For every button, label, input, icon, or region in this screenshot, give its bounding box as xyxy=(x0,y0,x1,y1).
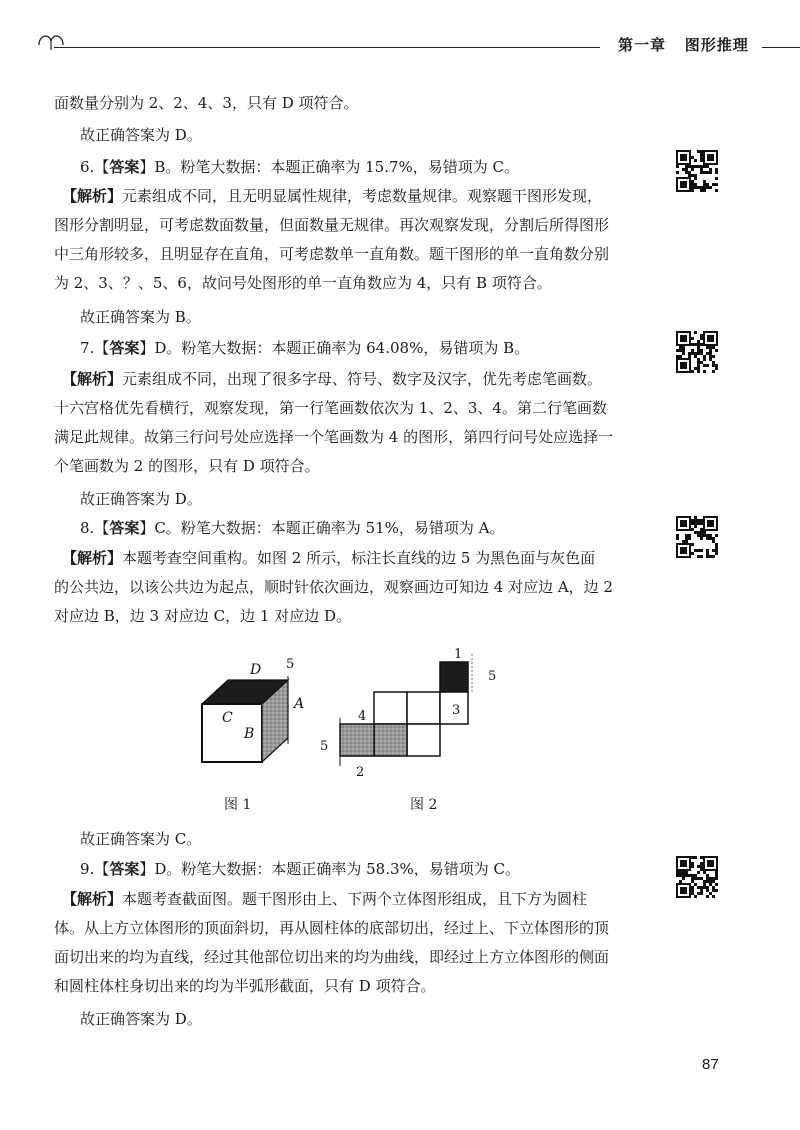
net-square xyxy=(407,724,440,756)
cube-label-5: 5 xyxy=(286,657,295,672)
leaf-ornament-icon xyxy=(36,31,66,51)
cube-label-a: A xyxy=(294,696,305,712)
answer-line: 故正确答案为 D。 xyxy=(80,490,202,508)
q9-analysis-line: 和圆柱体柱身切出来的均为半弧形截面，只有 D 项符合。 xyxy=(54,977,436,995)
net-label-5-top: 5 xyxy=(488,669,497,684)
q8-answer-heading: 8.【答案】C。粉笔大数据：本题正确率为 51%，易错项为 A。 xyxy=(80,519,505,537)
text-line: 面数量分别为 2、2、4、3，只有 D 项符合。 xyxy=(54,94,359,112)
net-square xyxy=(340,724,374,756)
q8-figure xyxy=(190,646,520,816)
net-square-black xyxy=(440,662,468,692)
net-label-2: 2 xyxy=(356,765,365,780)
net-square-gray xyxy=(374,724,407,756)
net-label-5-left: 5 xyxy=(320,739,329,754)
page-header xyxy=(36,26,800,56)
q7-analysis-line: 个笔画数为 2 的图形，只有 D 项符合。 xyxy=(54,457,320,475)
qr-code-icon[interactable] xyxy=(676,150,718,192)
q7-analysis-line: 【解析】元素组成不同，出现了很多字母、符号、数字及汉字，优先考虑笔画数。 xyxy=(62,370,603,388)
answer-line: 故正确答案为 B。 xyxy=(80,308,201,326)
q9-analysis-line: 面切出来的均为直线，经过其他部位切出来的均为曲线，即经过上方立体图形的侧面 xyxy=(54,948,610,966)
net-square xyxy=(374,692,407,724)
q6-answer-heading: 6.【答案】B。粉笔大数据：本题正确率为 15.7%，易错项为 C。 xyxy=(80,158,520,176)
q9-answer-heading: 9.【答案】D。粉笔大数据：本题正确率为 58.3%，易错项为 C。 xyxy=(80,860,521,878)
q6-analysis-line: 为 2、3、？、5、6，故问号处图形的单一直角数应为 4，只有 B 项符合。 xyxy=(54,274,552,292)
q7-analysis-line: 十六宫格优先看横行，观察发现，第一行笔画数依次为 1、2、3、4。第二行笔画数 xyxy=(54,399,607,417)
header-rule-left xyxy=(54,47,600,48)
header-rule-right xyxy=(762,47,800,48)
answer-line: 故正确答案为 D。 xyxy=(80,1010,202,1028)
chapter-title: 第一章 图形推理 xyxy=(618,36,749,54)
q8-analysis-line: 对应边 B，边 3 对应边 C，边 1 对应边 D。 xyxy=(54,607,351,625)
qr-code-icon[interactable] xyxy=(676,331,718,373)
net-label-4: 4 xyxy=(358,709,367,724)
cube-label-c: C xyxy=(222,710,233,726)
q9-analysis-line: 【解析】本题考查截面图。题干图形由上、下两个立体图形组成，且下方为圆柱 xyxy=(62,890,588,908)
q6-analysis-line: 【解析】元素组成不同，且无明显属性规律，考虑数量规律。观察题干图形发现， xyxy=(62,187,603,205)
q7-answer-heading: 7.【答案】D。粉笔大数据：本题正确率为 64.08%，易错项为 B。 xyxy=(80,339,530,357)
qr-code-icon[interactable] xyxy=(676,856,718,898)
q9-analysis-line: 体。从上方立体图形的顶面斜切，再从圆柱体的底部切出，经过上、下立体图形的顶 xyxy=(54,919,610,937)
q8-analysis-line: 【解析】本题考查空间重构。如图 2 所示，标注长直线的边 5 为黑色面与灰色面 xyxy=(62,549,596,567)
q6-analysis-line: 图形分割明显，可考虑数面数量，但面数量无规律。再次观察发现，分割后所得图形 xyxy=(54,216,610,234)
cube-label-b: B xyxy=(244,726,255,742)
q8-analysis-line: 的公共边，以该公共边为起点，顺时针依次画边，观察画边可知边 4 对应边 A，边 2 xyxy=(54,578,613,596)
figure-1-caption: 图 1 xyxy=(224,797,252,813)
cube-and-net-diagram xyxy=(190,646,520,816)
q7-analysis-line: 满足此规律。故第三行问号处应选择一个笔画数为 4 的图形，第四行问号处应选择一 xyxy=(54,428,614,446)
page-number: 87 xyxy=(702,1056,719,1073)
figure-2-caption: 图 2 xyxy=(410,797,438,813)
answer-line: 故正确答案为 D。 xyxy=(80,126,202,144)
net-label-1: 1 xyxy=(454,647,463,662)
q6-analysis-line: 中三角形较多，且明显存在直角，可考虑数单一直角数。题干图形的单一直角数分别 xyxy=(54,245,610,263)
qr-code-icon[interactable] xyxy=(676,516,718,558)
net-square xyxy=(407,692,440,724)
answer-line: 故正确答案为 C。 xyxy=(80,830,202,848)
cube-label-d: D xyxy=(250,662,262,678)
net-label-3: 3 xyxy=(452,703,461,718)
